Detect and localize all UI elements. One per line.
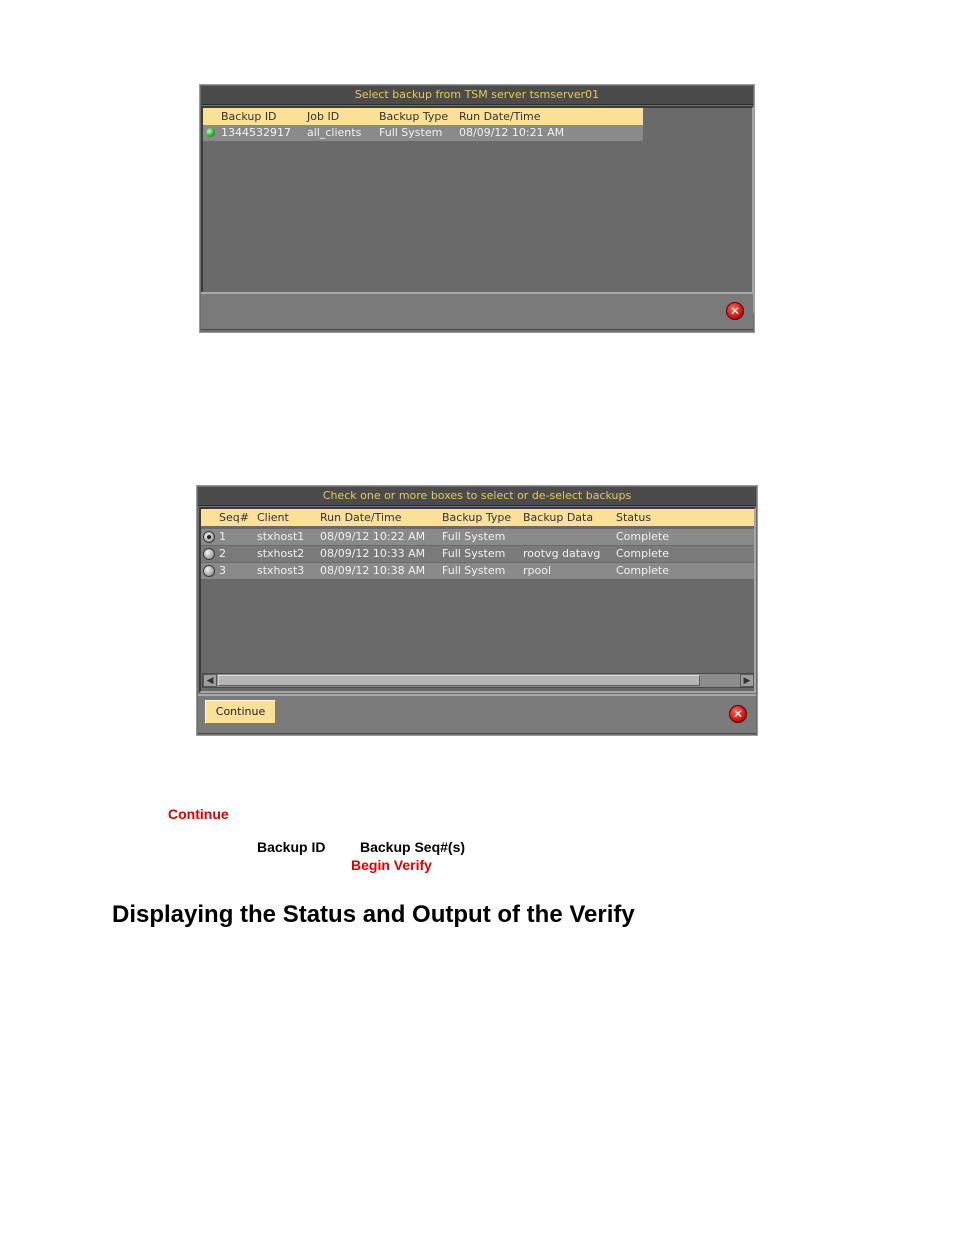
close-icon[interactable]: ✕ [729, 705, 747, 723]
dialog-footer [201, 292, 753, 330]
backup-id-reference: Backup ID [257, 839, 326, 855]
cell-run-datetime: 08/09/12 10:21 AM [459, 126, 565, 139]
row-select-radio[interactable] [203, 565, 215, 577]
cell-seq: 1 [219, 530, 226, 543]
cell-client: stxhost3 [257, 564, 305, 577]
cell-run-datetime: 08/09/12 10:22 AM [320, 530, 426, 543]
backup-list-pane [201, 106, 754, 313]
table-row[interactable] [201, 546, 754, 562]
col-run-datetime: Run Date/Time [320, 511, 402, 524]
status-led-icon [206, 128, 215, 137]
continue-reference: Continue [168, 806, 229, 822]
horizontal-scrollbar[interactable] [202, 673, 755, 688]
cell-backup-id: 1344532917 [221, 126, 291, 139]
cell-backup-type: Full System [442, 530, 506, 543]
cell-backup-data: rpool [523, 564, 552, 577]
cell-client: stxhost1 [257, 530, 305, 543]
select-backup-dialog [199, 84, 755, 333]
col-run-datetime: Run Date/Time [459, 110, 541, 123]
col-job-id: Job ID [307, 110, 340, 123]
table-row[interactable] [201, 563, 754, 579]
table-row[interactable] [203, 125, 643, 141]
cell-backup-type: Full System [379, 126, 443, 139]
backup-seq-reference: Backup Seq#(s) [360, 839, 466, 855]
scroll-right-icon[interactable]: ▶ [740, 674, 754, 687]
col-seq: Seq# [219, 511, 249, 524]
cell-backup-data: rootvg datavg [523, 547, 601, 560]
cell-run-datetime: 08/09/12 10:38 AM [320, 564, 426, 577]
scroll-thumb[interactable] [218, 675, 700, 686]
col-backup-type: Backup Type [379, 110, 449, 123]
cell-status: Complete [616, 547, 670, 560]
select-backups-dialog [196, 485, 758, 736]
col-backup-id: Backup ID [221, 110, 277, 123]
begin-verify-reference: Begin Verify [351, 857, 432, 873]
cell-job-id: all_clients [307, 126, 362, 139]
cell-status: Complete [616, 530, 670, 543]
cell-seq: 2 [219, 547, 226, 560]
table-header [201, 509, 754, 526]
cell-client: stxhost2 [257, 547, 305, 560]
close-icon[interactable]: ✕ [726, 302, 744, 320]
dialog-footer [198, 694, 756, 734]
scroll-left-icon[interactable]: ◀ [203, 674, 217, 687]
col-backup-type: Backup Type [442, 511, 512, 524]
table-row[interactable] [201, 529, 754, 545]
section-heading: Displaying the Status and Output of the Verify [112, 901, 635, 928]
row-select-radio[interactable] [203, 548, 215, 560]
cell-status: Complete [616, 564, 670, 577]
cell-backup-type: Full System [442, 547, 506, 560]
col-status: Status [616, 511, 652, 524]
row-select-radio[interactable] [203, 531, 215, 543]
continue-button[interactable]: Continue [205, 700, 276, 724]
table-header [203, 108, 643, 125]
col-backup-data: Backup Data [523, 511, 594, 524]
dialog-title: Select backup from TSM server tsmserver01 [201, 86, 753, 105]
backup-seq-pane [199, 507, 756, 693]
cell-backup-type: Full System [442, 564, 506, 577]
cell-seq: 3 [219, 564, 226, 577]
col-client: Client [257, 511, 289, 524]
cell-run-datetime: 08/09/12 10:33 AM [320, 547, 426, 560]
dialog-title: Check one or more boxes to select or de-select backups [198, 487, 756, 506]
